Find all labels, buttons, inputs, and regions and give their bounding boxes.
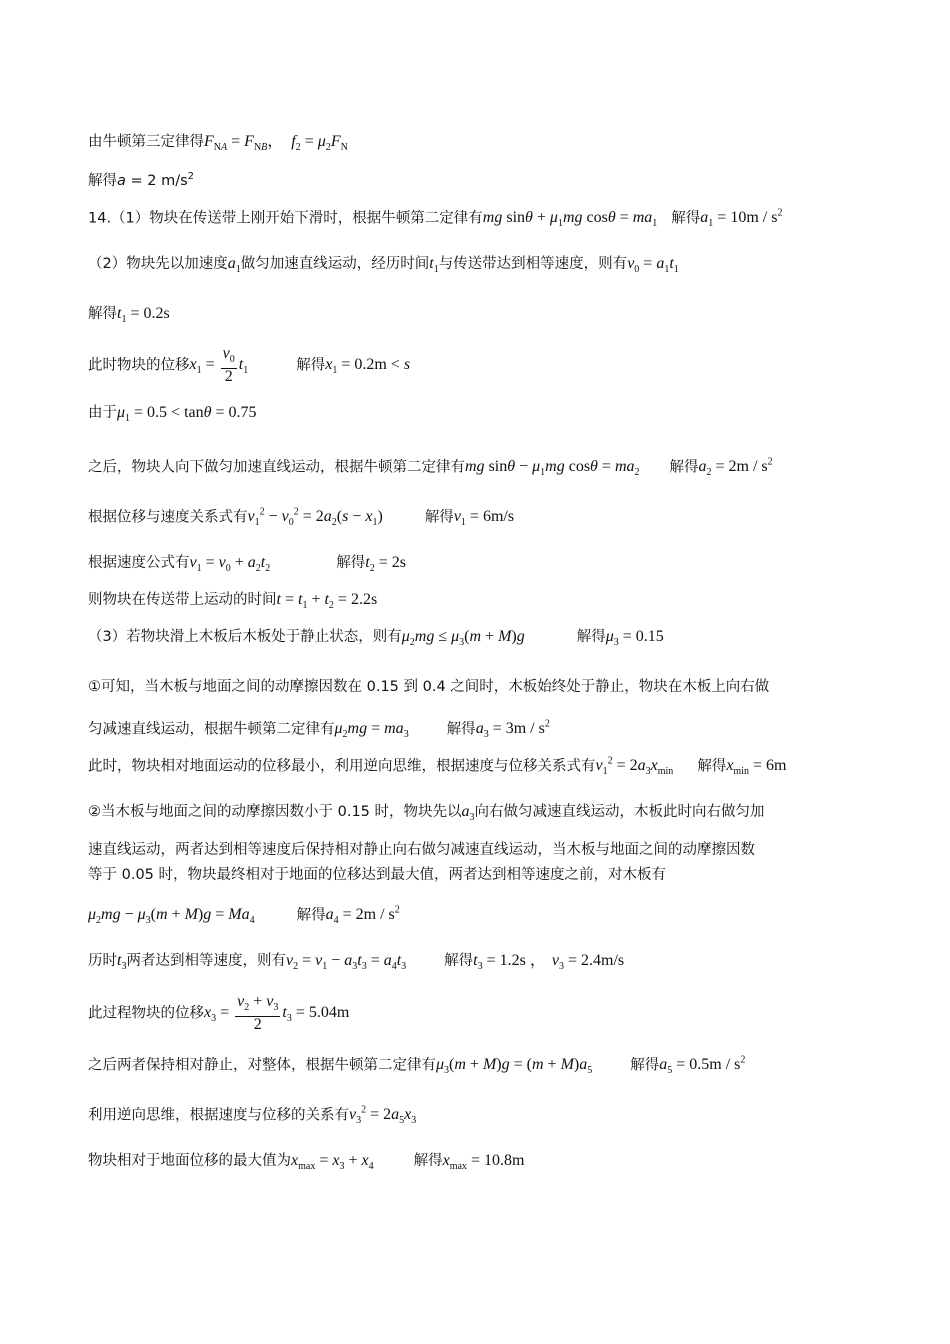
formula: $a_3$	[461, 803, 475, 824]
line-board-accel: $\mu_2mg - \mu_3(m + M)g = Ma_4$ 解得$a_4 = 2m / s^2$	[88, 905, 400, 927]
formula: $v_2 = v_1 - a_3t_3 = a_4t_3$	[285, 952, 407, 973]
formula: $v_1 = 6m/s$	[453, 508, 515, 529]
formula: $v_1 = v_0 + a_2t_2$	[189, 554, 271, 575]
formula: $\mu_2mg = ma_3$	[334, 720, 409, 741]
line-max-displacement: 物块相对于地面位移的最大值为$x_{max} = x_3 + x_4$ 解得$x_{max} = 10.8m$	[88, 1152, 525, 1173]
formula: $a_4 = 2m / s^2$	[325, 905, 400, 927]
formula: a = 2 $m/s^2$	[117, 171, 195, 189]
formula: $a_5 = 0.5m / s^2$	[659, 1055, 746, 1077]
formula: $x_3$ = $\frac{v_2 + v_3}{2}$ $t_3 = 5.04m$	[204, 993, 350, 1034]
formula: $a_1$	[227, 255, 241, 276]
formula: $t_1$	[429, 255, 439, 276]
formula: $v_3^2 = 2a_5x_3$	[349, 1105, 417, 1127]
line-velocity-displacement: 根据位移与速度关系式有$v_1^2 - v_0^2 = 2a_2(s - x_1)$ 解得$v_1 = 6m/s$	[88, 507, 515, 529]
formula: $v_1^2 - v_0^2 = 2a_2(s - x_1)$	[247, 507, 383, 529]
line-reverse-thinking: 利用逆向思维，根据速度与位移的关系有$v_3^2 = 2a_5x_3$	[88, 1105, 417, 1127]
line-case2-intro: ②当木板与地面之间的动摩擦因数小于 0.15 时，物块先以$a_3$向右做匀减速直线运动，木板此时向右做匀加	[88, 803, 765, 824]
line-newton-third-law: 由牛顿第三定律得$F_{NA} = F_{NB}$， $f_2 = \mu_2F_N$	[88, 133, 348, 154]
line-q14-part2: （2）物块先以加速度$a_1$做匀加速直线运动，经历时间$t_1$与传送带达到相等速度，则有$v_0 = a_1t_1$	[88, 255, 679, 276]
line-q14-part1: 14.（1）物块在传送带上刚开始下滑时，根据牛顿第二定律有mg $\sin\theta + \mu_1mg$ $\cos\theta = ma_1$ 解得$a_1 = 10m / s^2$	[88, 208, 783, 230]
line-case1-min: 此时，物块相对地面运动的位移最小，利用逆向思维，根据速度与位移关系式有$v_1^2 = 2a_3x_{min}$ 解得$x_{min} = 6m$	[88, 756, 787, 778]
formula: $\mu_2mg - \mu_3(m + M)g = Ma_4$	[88, 906, 255, 927]
line-displacement-x1: 此时物块的位移$x_1$ = $\frac{v_0}{2}$ $t_1$ 解得$x_1 = 0.2m < s$	[88, 345, 411, 386]
line-case1-accel: 匀减速直线运动，根据牛顿第二定律有$\mu_2mg = ma_3$ 解得$a_3 = 3m / s^2$	[88, 719, 550, 741]
formula: $x_1$ = $\frac{v_0}{2}$ $t_1$	[189, 345, 249, 386]
line-result-t1: 解得$t_1 = 0.2s$	[88, 305, 170, 326]
formula: $t_3$	[117, 952, 127, 973]
formula: mg $\sin\theta + \mu_1mg$ $\cos\theta = ma_1$	[482, 209, 658, 230]
line-whole-system: 之后两者保持相对静止，对整体，根据牛顿第二定律有$\mu_3(m + M)g = (m + M)a_5$ 解得$a_5 = 0.5m / s^2$	[88, 1055, 746, 1077]
formula: $t_2 = 2s$	[365, 554, 406, 575]
line-q14-part3: （3）若物块滑上木板后木板处于静止状态，则有$\mu_2mg \le \mu_3(m + M)g$ 解得$\mu_3 = 0.15$	[88, 628, 664, 649]
line-result-a: 解得a = 2 $m/s^2$	[88, 171, 195, 189]
formula: $t_3 = 1.2s$ ， $v_3 = 2.4m/s$	[473, 952, 625, 973]
formula: $t_1 = 0.2s$	[117, 305, 170, 326]
formula: $x_{max} = x_3 + x_4$	[291, 1152, 374, 1173]
formula: $x_1 = 0.2m < s$	[325, 356, 411, 377]
formula: $v_1^2 = 2a_3x_{min}$	[595, 756, 674, 778]
formula: $F_{NA} = F_{NB}$， $f_2 = \mu_2F_N$	[204, 133, 348, 154]
formula: $t = t_1 + t_2 = 2.2s$	[276, 591, 378, 612]
line-case2-cont1: 速直线运动，两者达到相等速度后保持相对静止向右做匀减速直线运动，当木板与地面之间的动摩擦因数	[88, 842, 755, 858]
formula: $a_3 = 3m / s^2$	[475, 719, 550, 741]
formula: $\mu_3 = 0.15$	[605, 628, 664, 649]
line-equal-speed: 历时$t_3$两者达到相等速度，则有$v_2 = v_1 - a_3t_3 = a_4t_3$ 解得$t_3 = 1.2s$ ， $v_3 = 2.4m/s$	[88, 952, 625, 973]
formula: $v_0 = a_1t_1$	[627, 255, 679, 276]
line-case2-cont2: 等于 0.05 时，物块最终相对于地面的位移达到最大值，两者达到相等速度之前，对木板有	[88, 867, 666, 883]
formula: $a_2 = 2m / s^2$	[698, 457, 773, 479]
line-friction-compare: 由于$\mu_1 = 0.5 < \tan\theta = 0.75$	[88, 404, 257, 425]
line-displacement-x3: 此过程物块的位移$x_3$ = $\frac{v_2 + v_3}{2}$ $t_3 = 5.04m$	[88, 993, 350, 1034]
formula: $x_{max} = 10.8m$	[442, 1152, 525, 1173]
line-second-phase: 之后，物块人向下做匀加速直线运动，根据牛顿第二定律有mg $\sin\theta - \mu_1mg$ $\cos\theta = ma_2$ 解得$a_2 = 2m / s^2$	[88, 457, 773, 479]
formula: $a_1 = 10m / s^2$	[700, 208, 783, 230]
line-case1-intro: ①可知，当木板与地面之间的动摩擦因数在 0.15 到 0.4 之间时，木板始终处于静止，物块在木板上向右做	[88, 679, 770, 695]
formula: mg $\sin\theta - \mu_1mg$ $\cos\theta = ma_2$	[465, 458, 640, 479]
line-total-time: 则物块在传送带上运动的时间$t = t_1 + t_2 = 2.2s$	[88, 591, 378, 612]
formula: $\mu_1 = 0.5 < \tan\theta = 0.75$	[117, 404, 257, 425]
formula: $\mu_2mg \le \mu_3(m + M)g$	[401, 628, 525, 649]
formula: $\mu_3(m + M)g = (m + M)a_5$	[436, 1056, 593, 1077]
formula: $x_{min} = 6m$	[726, 757, 787, 778]
line-velocity-formula: 根据速度公式有$v_1 = v_0 + a_2t_2$ 解得$t_2 = 2s$	[88, 554, 406, 575]
